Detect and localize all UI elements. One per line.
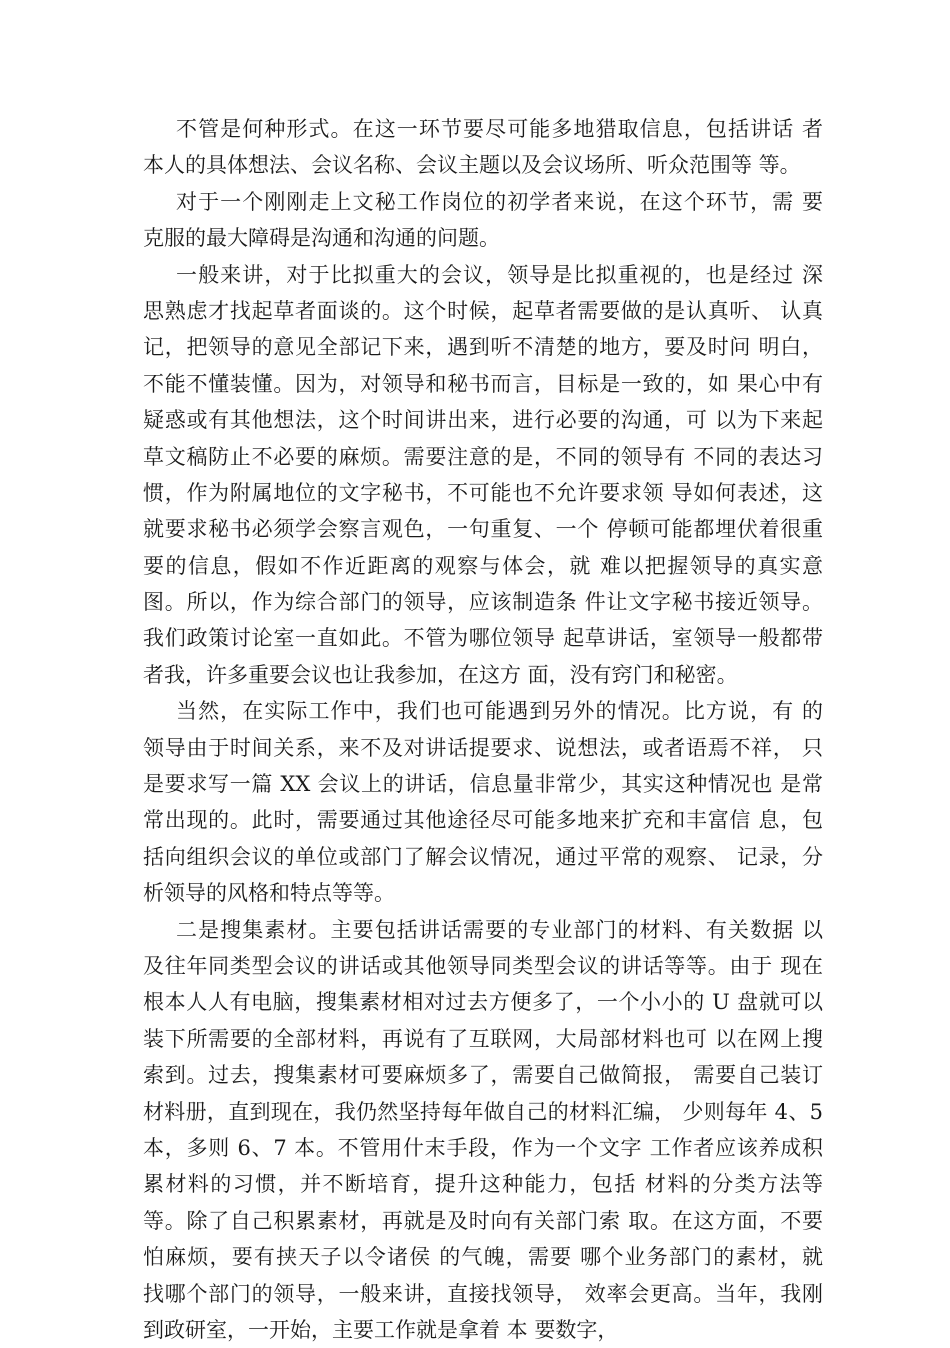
paragraph-3-line-10: 图。所以，作为综合部门的领导，应该制造条 件让文字秘书接近领导。 bbox=[143, 590, 823, 615]
paragraph-5-line-9: 等。除了自己积累素材，再就是及时向有关部门索 取。在这方面，不要 bbox=[143, 1208, 823, 1233]
paragraph-3-line-9: 要的信息，假如不作近距离的观察与体会，就 难以把握领导的真实意 bbox=[143, 553, 823, 578]
paragraph-5-line-3: 根本人人有电脑，搜集素材相对过去方便多了，一个小小的 U 盘就可以 bbox=[143, 990, 823, 1015]
paragraph-2-line-2: 克服的最大障碍是沟通和沟通的问题。 bbox=[143, 226, 500, 251]
paragraph-5-line-2: 及往年同类型会议的讲话或其他领导同类型会议的讲话等等。由于 现在 bbox=[143, 953, 823, 978]
paragraph-4-line-6: 析领导的风格和特点等等。 bbox=[143, 881, 395, 906]
paragraph-5-line-10: 怕麻烦，要有挟天子以令诸侯 的气魄，需要 哪个业务部门的素材，就 bbox=[143, 1245, 823, 1270]
paragraph-3-line-2: 思熟虑才找起草者面谈的。这个时候，起草者需要做的是认真听、 认真 bbox=[143, 298, 823, 323]
paragraph-4-line-4: 常出现的。此时，需要通过其他途径尽可能多地来扩充和丰富信 息，包 bbox=[143, 808, 823, 833]
paragraph-3-line-3: 记，把领导的意见全部记下来，遇到听不清楚的地方，要及时问 明白， bbox=[143, 335, 823, 360]
paragraph-3-line-12: 者我，许多重要会议也让我参加，在这方 面，没有窍门和秘密。 bbox=[143, 662, 738, 687]
paragraph-1-line-1: 不管是何种形式。在这一环节要尽可能多地猎取信息，包括讲话 者 bbox=[176, 117, 823, 141]
paragraph-5-line-4: 装下所需要的全部材料，再说有了互联网，大局部材料也可 以在网上搜 bbox=[143, 1026, 823, 1051]
paragraph-3-line-1: 一般来讲，对于比拟重大的会议，领导是比拟重视的，也是经过 深 bbox=[176, 262, 823, 287]
paragraph-5-line-6: 材料册，直到现在，我仍然坚持每年做自己的材料汇编， 少则每年 4、5 bbox=[143, 1099, 823, 1124]
paragraph-1-line-2: 本人的具体想法、会议名称、会议主题以及会议场所、听众范围等 等。 bbox=[143, 153, 801, 178]
paragraph-3-line-11: 我们政策讨论室一直如此。不管为哪位领导 起草讲话，室领导一般都带 bbox=[143, 626, 823, 651]
paragraph-3-line-8: 就要求秘书必须学会察言观色，一句重复、一个 停顿可能都埋伏着很重 bbox=[143, 517, 823, 542]
paragraph-3-line-5: 疑惑或有其他想法，这个时间讲出来，进行必要的沟通，可 以为下来起 bbox=[143, 408, 823, 433]
paragraph-3-line-6: 草文稿防止不必要的麻烦。需要注意的是，不同的领导有 不同的表达习 bbox=[143, 444, 823, 469]
paragraph-4-line-1: 当然，在实际工作中，我们也可能遇到另外的情况。比方说，有 的 bbox=[176, 699, 823, 724]
paragraph-3-line-7: 惯，作为附属地位的文字秘书，不可能也不允许要求领 导如何表述，这 bbox=[143, 480, 823, 505]
paragraph-5-line-5: 索到。过去，搜集素材可要麻烦多了，需要自己做简报， 需要自己装订 bbox=[143, 1063, 823, 1088]
paragraph-5-line-8: 累材料的习惯，并不断培育，提升这种能力，包括 材料的分类方法等 bbox=[143, 1172, 823, 1197]
body-text bbox=[143, 111, 823, 1348]
paragraph-5-line-11: 找哪个部门的领导，一般来讲，直接找领导， 效率会更高。当年，我刚 bbox=[143, 1281, 823, 1306]
paragraph-5-line-7: 本，多则 6、7 本。不管用什末手段，作为一个文字 工作者应该养成积 bbox=[143, 1135, 823, 1160]
paragraph-4-line-5: 括向组织会议的单位或部门了解会议情况，通过平常的观察、 记录，分 bbox=[143, 844, 823, 869]
paragraph-5-line-12: 到政研室，一开始，主要工作就是拿着 本 要数字， bbox=[143, 1317, 619, 1342]
paragraph-4-line-2: 领导由于时间关系，来不及对讲话提要求、说想法，或者语焉不祥， 只 bbox=[143, 735, 823, 760]
paragraph-4-line-3: 是要求写一篇 XX 会议上的讲话，信息量非常少，其实这种情况也 是常 bbox=[143, 772, 823, 797]
paragraph-5-line-1: 二是搜集素材。主要包括讲话需要的专业部门的材料、有关数据 以 bbox=[176, 917, 823, 942]
paragraph-2-line-1: 对于一个刚刚走上文秘工作岗位的初学者来说，在这个环节，需 要 bbox=[176, 189, 823, 214]
paragraph-3-line-4: 不能不懂装懂。因为，对领导和秘书而言，目标是一致的，如 果心中有 bbox=[143, 371, 823, 396]
